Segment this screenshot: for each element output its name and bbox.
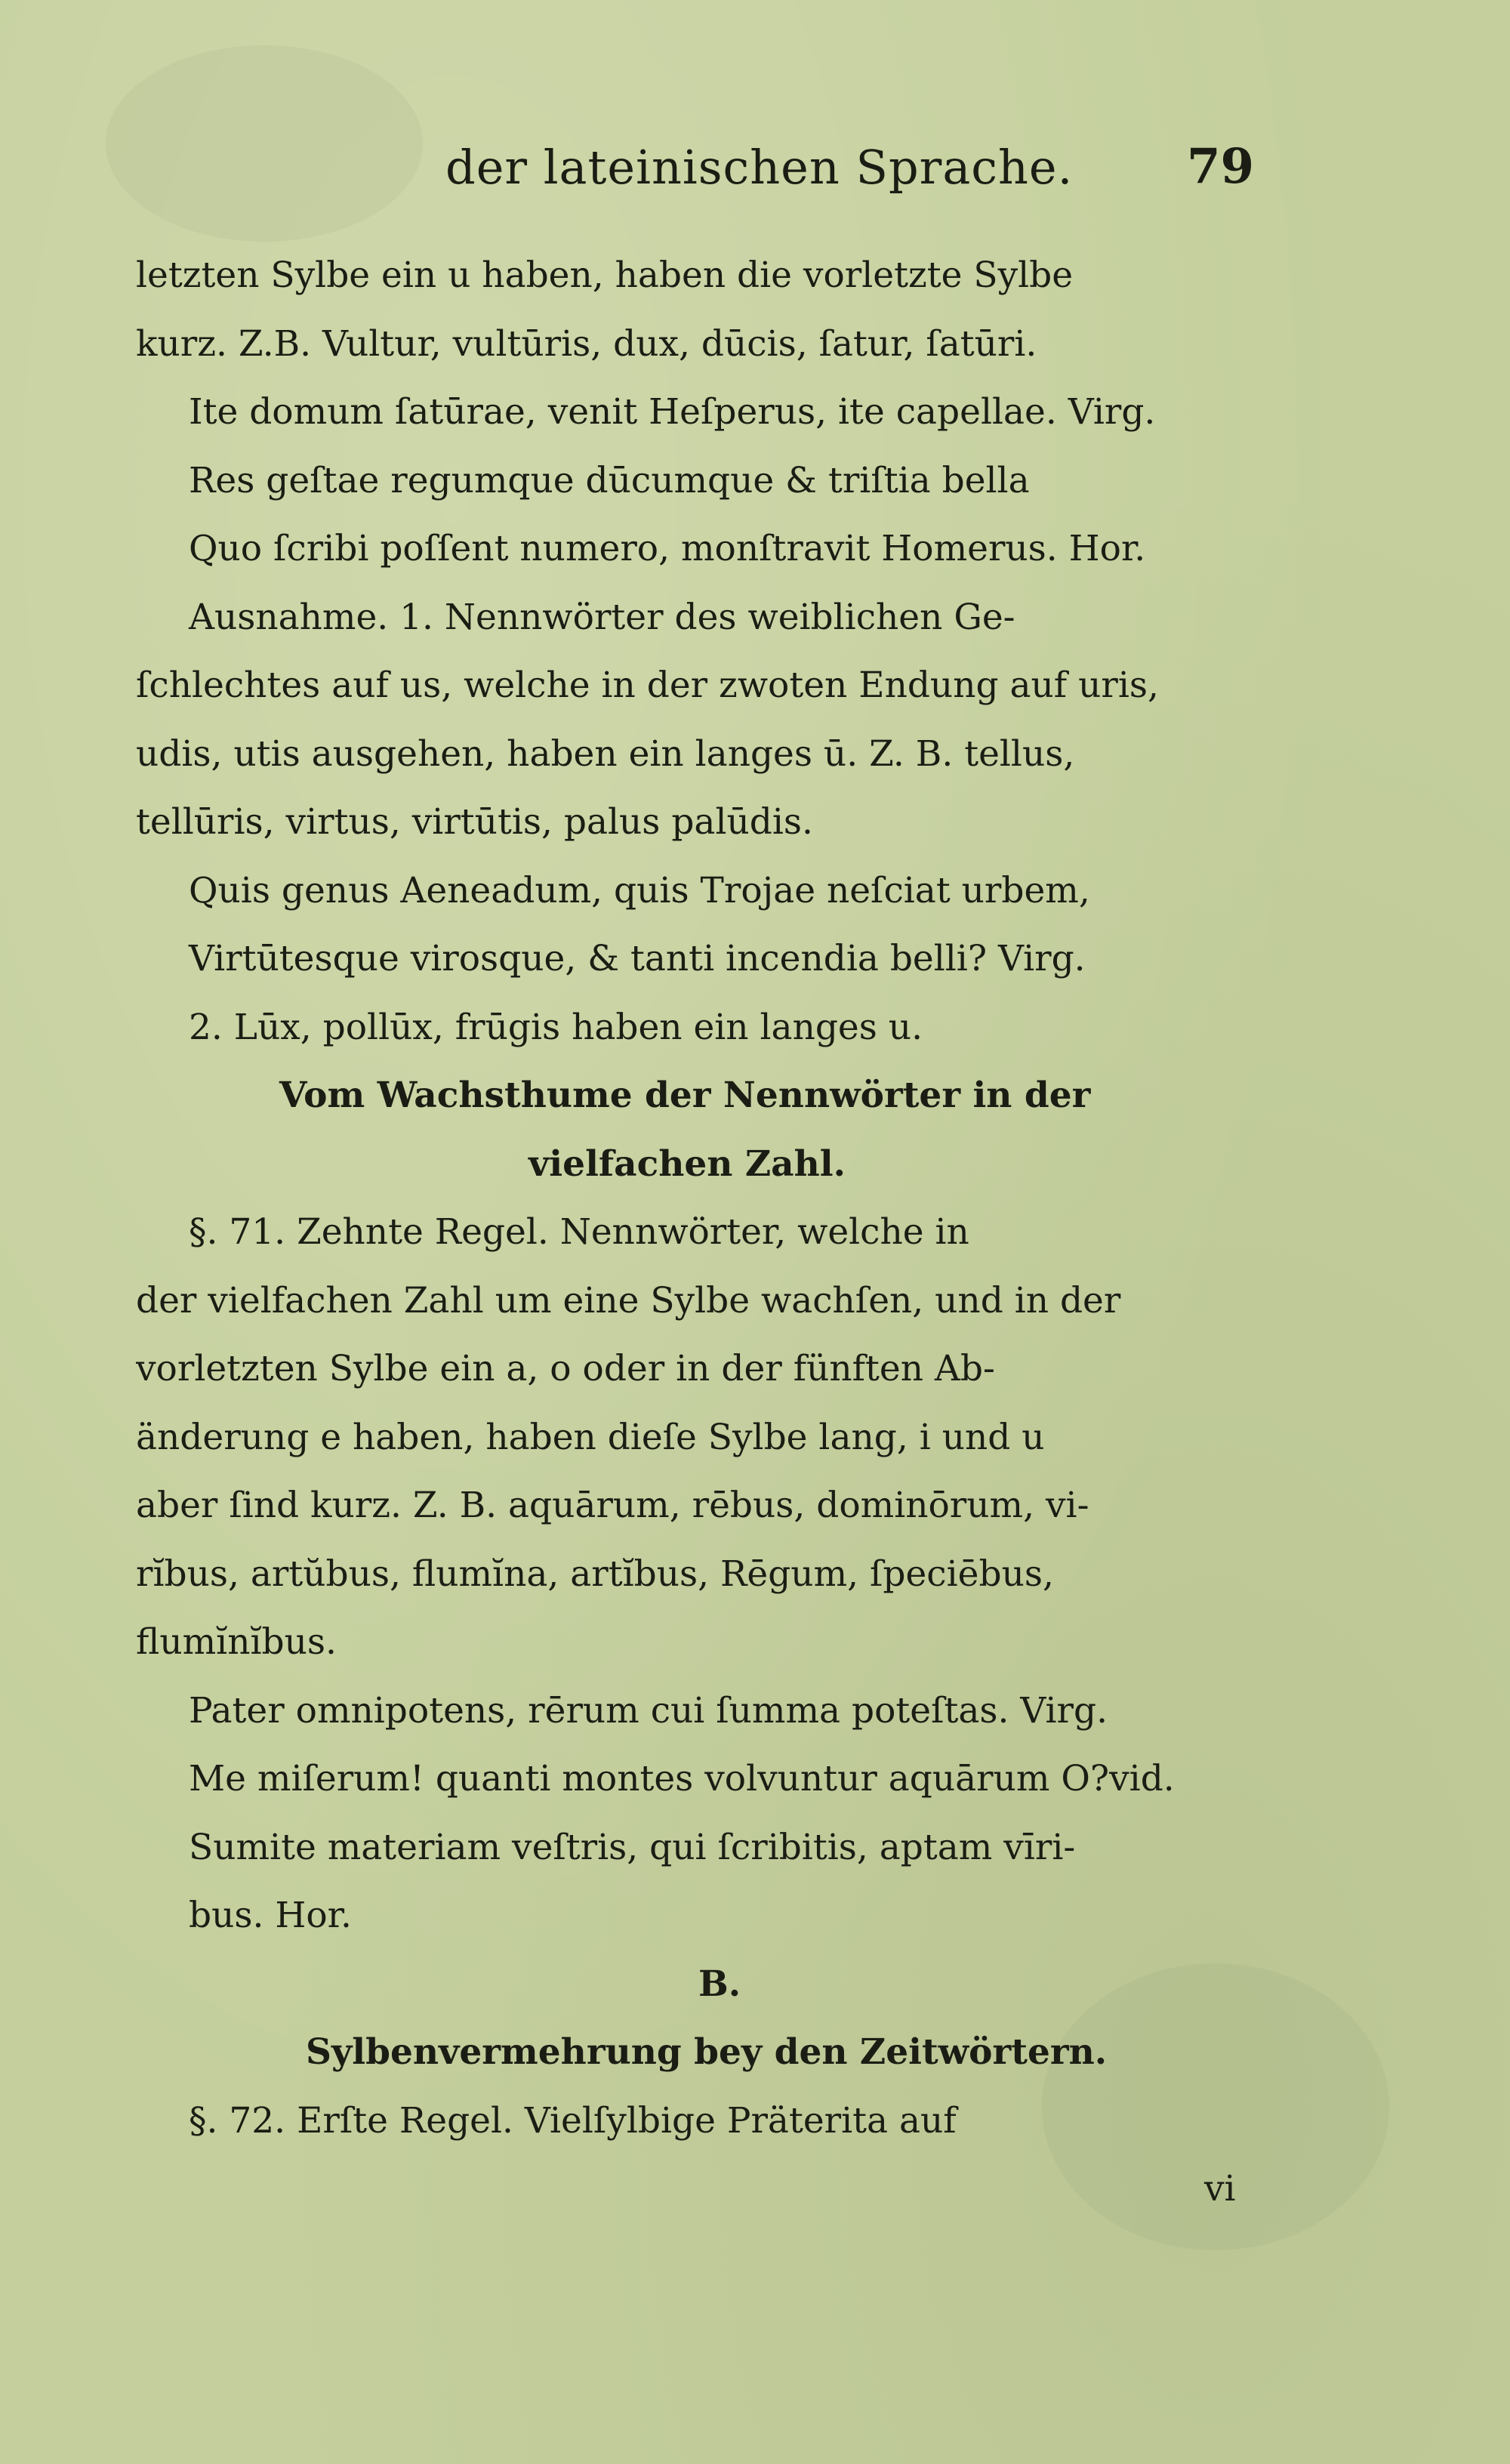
verse-line: Ite domum ſatūrae, venit Heſperus, ite capellae. Virg. [189, 391, 1156, 433]
page-number: 79 [1187, 138, 1255, 195]
catchword: vi [1204, 2168, 1236, 2210]
text-line: ſchlechtes auf us, welche in der zwoten Endung auf uris, [136, 665, 1159, 706]
rule-heading-line: §. 71. Zehnte Regel. Nennwörter, welche in [189, 1211, 969, 1253]
text-line: rĭbus, artŭbus, flumĭna, artĭbus, Rēgum, ſpeciēbus, [136, 1553, 1054, 1595]
verse-line: bus. Hor. [189, 1895, 352, 1936]
part-letter: B. [698, 1963, 741, 2005]
page-header [0, 132, 1510, 200]
text-line: aber ſind kurz. Z. B. aquārum, rēbus, dominōrum, vi- [136, 1485, 1089, 1526]
text-line: tellūris, virtus, virtūtis, palus palūdis. [136, 801, 813, 843]
verse-line: Res geſtae regumque dūcumque & triſtia bella [189, 459, 1030, 501]
text-line: der vielfachen Zahl um eine Sylbe wachſen, und in der [136, 1279, 1121, 1321]
text-line: änderung e haben, haben dieſe Sylbe lang, i und u [136, 1416, 1045, 1458]
section-heading-continued: vielfachen Zahl. [528, 1143, 846, 1185]
verse-line: Quo ſcribi poſſent numero, monſtravit Homerus. Hor. [189, 528, 1146, 569]
running-head: der lateinischen Sprache. [445, 140, 1074, 195]
text-line: 2. Lūx, pollūx, frūgis haben ein langes u. [189, 1006, 923, 1048]
text-line: vorletzten Sylbe ein a, o oder in der fünften Ab- [136, 1348, 995, 1389]
text-line: kurz. Z.B. Vultur, vultūris, dux, dūcis, ſatur, ſatūri. [136, 322, 1037, 365]
verse-line: Pater omnipotens, rērum cui ſumma poteſtas. Virg. [189, 1689, 1108, 1732]
verse-line: Quis genus Aeneadum, quis Trojae neſciat urbem, [189, 869, 1090, 911]
verse-line: Virtūtesque virosque, & tanti incendia belli? Virg. [189, 938, 1086, 979]
verse-line: Sumite materiam veſtris, qui ſcribitis, aptam vīri- [189, 1826, 1076, 1868]
section-heading: Sylbenvermehrung bey den Zeitwörtern. [306, 2031, 1108, 2073]
verse-line: Me miſerum! quanti montes volvuntur aquārum O?vid. [189, 1758, 1175, 1799]
text-line: letzten Sylbe ein u haben, haben die vorletzte Sylbe [136, 254, 1074, 296]
exception-heading-line: Ausnahme. 1. Nennwörter des weiblichen Ge- [189, 596, 1015, 638]
page-body [136, 242, 1253, 2224]
text-line: flumĭnĭbus. [136, 1621, 337, 1663]
rule-heading-line: §. 72. Erſte Regel. Vielſylbige Präterita auf [189, 2099, 957, 2142]
section-heading: Vom Wachsthume der Nennwörter in der [279, 1075, 1091, 1116]
text-line: udis, utis ausgehen, haben ein langes ū. Z. B. tellus, [136, 732, 1075, 775]
